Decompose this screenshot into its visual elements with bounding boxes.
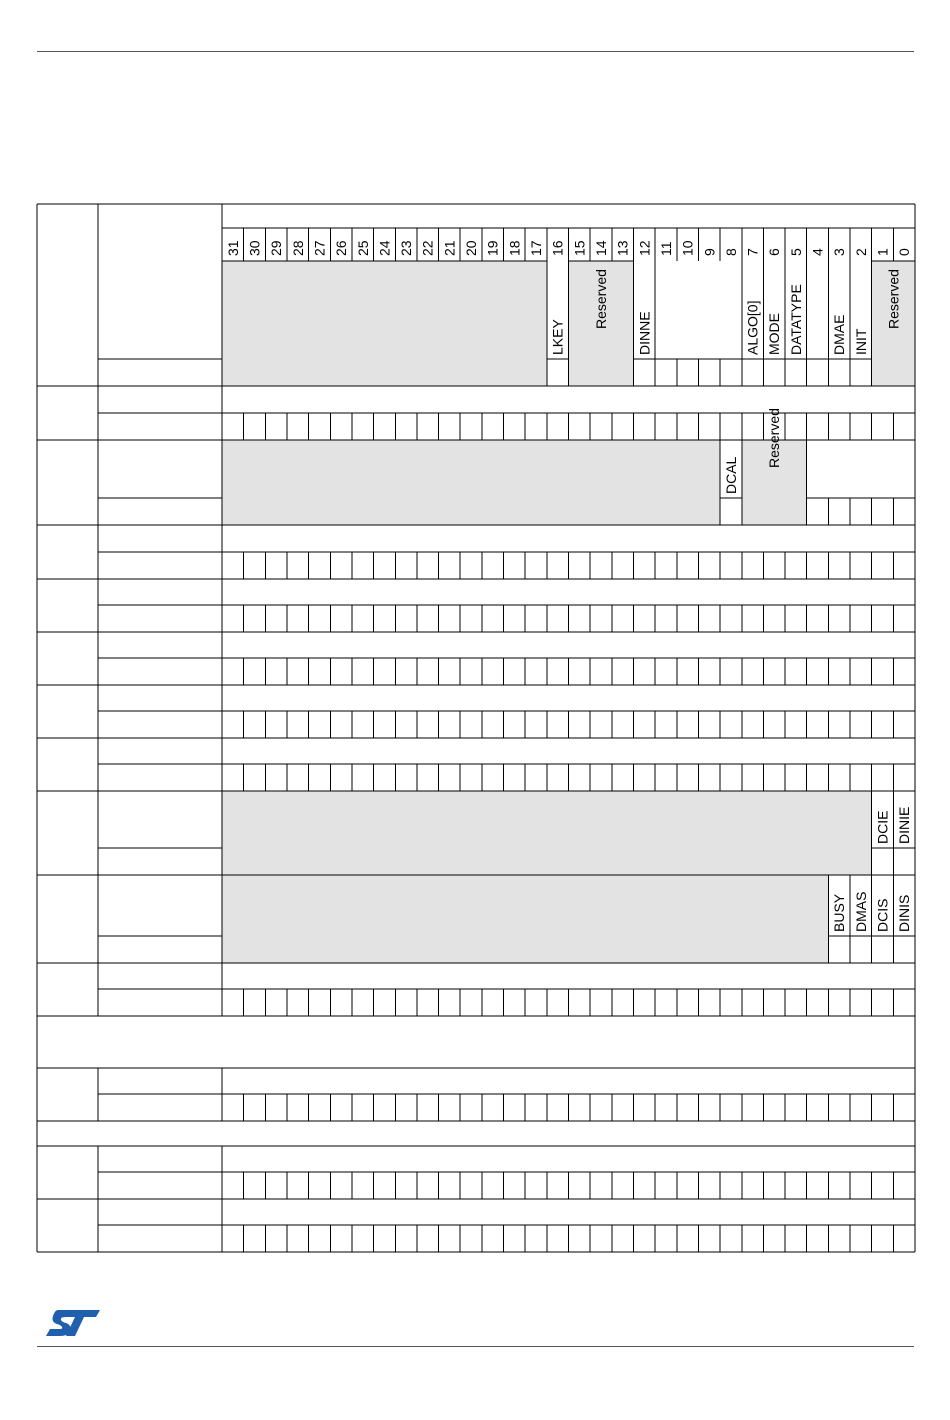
bit-number-3: 3 <box>831 248 848 256</box>
bit-number-2: 2 <box>852 248 869 256</box>
field-dinie: DINIE <box>896 806 913 844</box>
field-mode: MODE <box>766 313 783 355</box>
bit-number-4: 4 <box>809 248 826 256</box>
bit-number-8: 8 <box>722 248 739 256</box>
bit-number-31: 31 <box>224 240 241 256</box>
field-algo0: ALGO[0] <box>744 300 761 355</box>
bit-number-13: 13 <box>614 240 631 256</box>
bit-number-27: 27 <box>311 240 328 256</box>
field-init: INIT <box>852 328 869 355</box>
field-dcie: DCIE <box>874 810 891 844</box>
field-dinis: DINIS <box>896 894 913 932</box>
reserved-area <box>222 261 547 386</box>
bit-number-16: 16 <box>549 240 566 256</box>
bit-number-29: 29 <box>268 240 285 256</box>
reserved-area <box>222 875 828 963</box>
field-dcal: DCAL <box>722 456 739 494</box>
reserved-label: Reserved <box>766 408 783 468</box>
reserved-area <box>222 440 720 525</box>
bit-number-23: 23 <box>398 240 415 256</box>
bit-number-14: 14 <box>592 240 609 256</box>
bit-number-17: 17 <box>528 240 545 256</box>
reserved-label: Reserved <box>592 269 609 329</box>
bit-number-20: 20 <box>463 240 480 256</box>
footer-rule <box>37 1346 914 1347</box>
bit-number-6: 6 <box>766 248 783 256</box>
field-datatype: DATATYPE <box>787 284 804 355</box>
bit-number-24: 24 <box>376 240 393 256</box>
field-busy: BUSY <box>831 893 848 932</box>
reserved-label: Reserved <box>885 269 902 329</box>
bit-number-19: 19 <box>484 240 501 256</box>
bit-number-5: 5 <box>787 248 804 256</box>
bit-number-21: 21 <box>441 240 458 256</box>
field-dinne: DINNE <box>636 311 653 355</box>
field-dmas: DMAS <box>852 891 869 932</box>
bit-number-10: 10 <box>679 240 696 256</box>
bit-number-28: 28 <box>289 240 306 256</box>
field-dcis: DCIS <box>874 898 891 932</box>
bit-number-7: 7 <box>744 248 761 256</box>
bit-number-25: 25 <box>354 240 371 256</box>
bit-number-9: 9 <box>701 248 718 256</box>
bit-number-26: 26 <box>333 240 350 256</box>
bit-number-0: 0 <box>896 248 913 256</box>
bit-number-1: 1 <box>874 248 891 256</box>
bit-number-30: 30 <box>246 240 263 256</box>
bit-number-18: 18 <box>506 240 523 256</box>
field-dmae: DMAE <box>831 314 848 355</box>
reserved-area <box>222 791 872 875</box>
field-lkey: LKEY <box>549 319 566 355</box>
bit-number-12: 12 <box>636 240 653 256</box>
bit-number-11: 11 <box>657 241 674 256</box>
bit-number-22: 22 <box>419 240 436 256</box>
bit-number-15: 15 <box>571 240 588 256</box>
st-logo-icon <box>44 1308 102 1338</box>
